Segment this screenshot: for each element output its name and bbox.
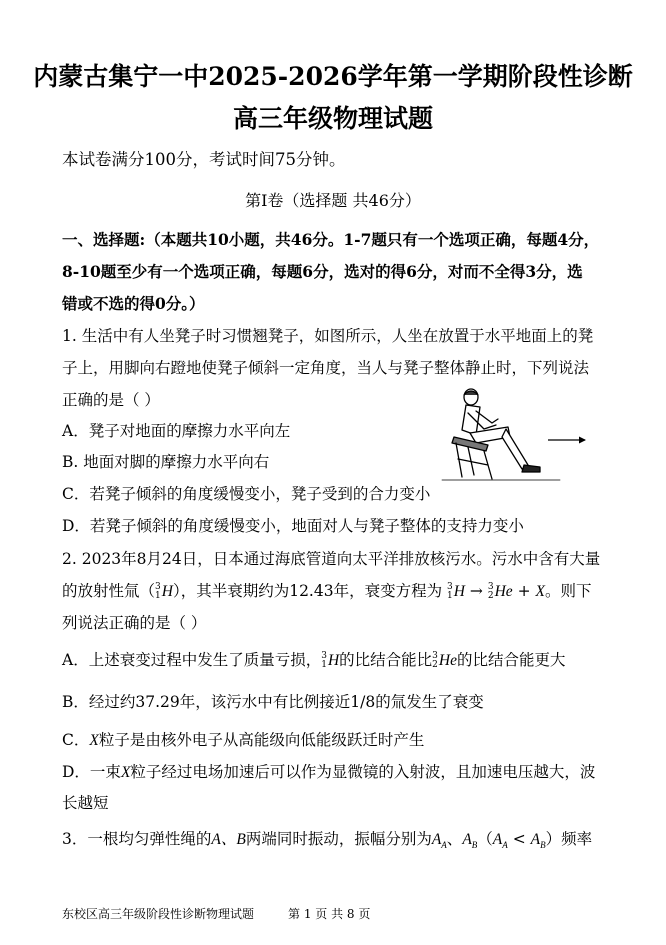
q1-option-a: A．凳子对地面的摩擦力水平向左: [62, 422, 291, 440]
footer-left: 东校区高三年级阶段性诊断物理试题: [62, 907, 255, 921]
tritium-symbol: H: [161, 583, 173, 600]
page-number: 第 1 页 共 8 页: [288, 907, 371, 921]
decay-product-x: X: [535, 583, 545, 600]
q1-option-d: D．若凳子倾斜的角度缓慢变小，地面对人与凳子整体的支持力变小: [62, 517, 524, 535]
q2-stem-3: 列说法正确的是（ ）: [62, 614, 207, 632]
q2-stem-2: 的放射性氚（ 3 1 H），其半衰期约为12.43年，衰变方程为 3 1 H → 3 2 He + X。则下: [62, 582, 592, 601]
exam-title-line2: 高三年级物理试题: [232, 104, 433, 133]
q1-option-b: B. 地面对脚的摩擦力水平向右: [62, 453, 270, 471]
section-instructions-3: 错或不选的得0分。）: [62, 294, 205, 313]
section-instructions-1: 一、选择题:（本题共10小题，共46分。1-7题只有一个选项正确，每题4分，: [62, 230, 600, 249]
q3-stem: 3．一根均匀弹性绳的A、B两端同时振动，振幅分别为$A_A$、$A_B(A_A < A_B)$频率: [62, 830, 593, 851]
decay-product-he: He: [494, 583, 513, 600]
q2-option-d-2: 长越短: [62, 794, 109, 812]
q1-stem-2: 子上，用脚向右蹬地使凳子倾斜一定角度，当人与凳子整体静止时，下列说法: [62, 359, 590, 377]
q2-option-b: B．经过约37.29年，该污水中有比例接近1/8的氚发生了衰变: [62, 693, 484, 711]
part-title: 第Ⅰ卷（选择题 共46分）: [245, 191, 421, 210]
direction-arrow-icon: [548, 437, 586, 444]
q2-stem-2c: 。则下: [544, 582, 592, 600]
q1-stem-1: 1. 生活中有人坐凳子时习惯翘凳子，如图所示，人坐在放置于水平地面上的凳: [62, 327, 594, 345]
section-instructions-2: 8-10题至少有一个选项正确，每题6分，选对的得6分，对而不全得3分，选: [62, 262, 583, 281]
q2-option-d-1: D．一束X粒子经过电场加速后可以作为显微镜的入射波，且加速电压越大，波: [62, 763, 596, 781]
person-on-stool-figure: [440, 385, 592, 485]
q2-option-a: A．上述衰变过程中发生了质量亏损， 3 1 H的比结合能比 3 2 He的比结合能更大: [62, 651, 566, 670]
q1-stem-3: 正确的是（ ）: [62, 391, 160, 409]
q2-stem-1: 2. 2023年8月24日，日本通过海底管道向太平洋排放核污水。污水中含有大量: [62, 550, 601, 568]
q1-option-c: C．若凳子倾斜的角度缓慢变小，凳子受到的合力变小: [62, 485, 431, 503]
decay-reactant: H: [453, 583, 465, 600]
exam-intro: 本试卷满分100分，考试时间75分钟。: [62, 150, 346, 169]
q2-stem-2a: 的放射性氚（: [62, 582, 156, 600]
q2-option-c: C．X粒子是由核外电子从高能级向低能级跃迁时产生: [62, 731, 425, 749]
tritium-isotope-numbers: 3 1: [155, 582, 161, 601]
decay-arrow: →: [469, 582, 483, 600]
exam-title-line1: 内蒙古集宁一中2025-2026学年第一学期阶段性诊断: [33, 62, 633, 91]
q2-stem-2b: ），其半衰期约为12.43年，衰变方程为: [172, 582, 443, 600]
